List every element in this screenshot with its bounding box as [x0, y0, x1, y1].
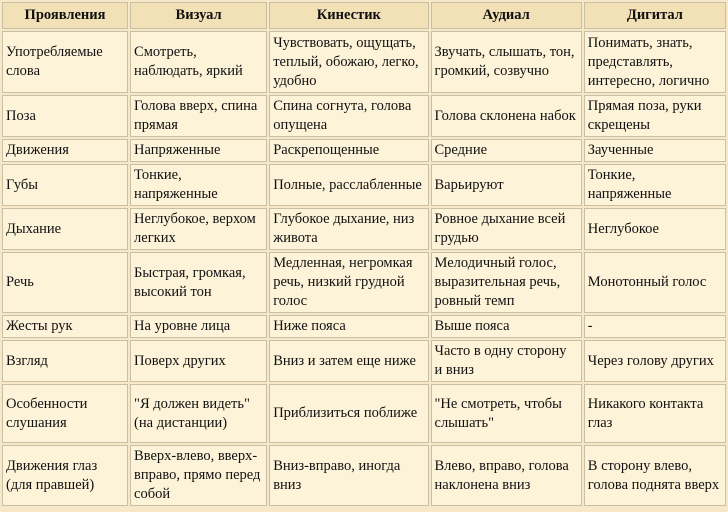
table-cell: Спина согнута, голова опущена — [269, 95, 428, 137]
row-label: Движения — [2, 139, 128, 162]
row-label: Губы — [2, 164, 128, 206]
row-label: Дыхание — [2, 208, 128, 250]
table-row — [2, 340, 726, 382]
header-cell-kinesthetic: Кинестик — [269, 2, 428, 29]
row-label: Употребляемые слова — [2, 31, 128, 93]
table-cell: Ниже пояса — [269, 315, 428, 338]
table-row — [2, 384, 726, 443]
table-cell: Заученные — [584, 139, 726, 162]
table-cell: Раскрепощенные — [269, 139, 428, 162]
table-row — [2, 445, 726, 506]
header-cell-manifestations: Проявления — [2, 2, 128, 29]
table-cell: Медленная, негромкая речь, низкий грудной голос — [269, 252, 428, 313]
table-cell: Влево, вправо, голова наклонена вниз — [431, 445, 582, 506]
header-row — [2, 2, 726, 29]
table-cell: Вниз-вправо, иногда вниз — [269, 445, 428, 506]
table-cell: Глубокое дыхание, низ живота — [269, 208, 428, 250]
table-cell: Тонкие, напряженные — [130, 164, 267, 206]
table-row — [2, 95, 726, 137]
table-cell: Понимать, знать, представлять, интересно, логично — [584, 31, 726, 93]
table-cell: Вверх-влево, вверх-вправо, прямо перед собой — [130, 445, 267, 506]
table-cell: Средние — [431, 139, 582, 162]
table-cell: "Я должен видеть" (на дистанции) — [130, 384, 267, 443]
header-cell-digital: Дигитал — [584, 2, 726, 29]
table-cell: Монотонный голос — [584, 252, 726, 313]
row-label: Поза — [2, 95, 128, 137]
table-cell: - — [584, 315, 726, 338]
table-cell: Никакого контакта глаз — [584, 384, 726, 443]
table-cell: Напряженные — [130, 139, 267, 162]
row-label: Особенности слушания — [2, 384, 128, 443]
table-cell: Ровное дыхание всей грудью — [431, 208, 582, 250]
table-row — [2, 164, 726, 206]
header-cell-auditory: Аудиал — [431, 2, 582, 29]
table-cell: Звучать, слышать, тон, громкий, созвучно — [431, 31, 582, 93]
row-label: Движения глаз (для правшей) — [2, 445, 128, 506]
table-cell: Смотреть, наблюдать, яркий — [130, 31, 267, 93]
table-row — [2, 31, 726, 93]
table-cell: В сторону влево, голова поднята вверх — [584, 445, 726, 506]
table-cell: Часто в одну сторону и вниз — [431, 340, 582, 382]
table-row — [2, 252, 726, 313]
table-cell: Неглубокое — [584, 208, 726, 250]
table-cell: Голова склонена набок — [431, 95, 582, 137]
table-row — [2, 139, 726, 162]
table-cell: Прямая поза, руки скрещены — [584, 95, 726, 137]
table-row — [2, 208, 726, 250]
table-cell: Выше пояса — [431, 315, 582, 338]
row-label: Взгляд — [2, 340, 128, 382]
table-cell: Неглубокое, верхом легких — [130, 208, 267, 250]
table-cell: "Не смотреть, чтобы слышать" — [431, 384, 582, 443]
table-cell: Чувствовать, ощущать, теплый, обожаю, легко, удобно — [269, 31, 428, 93]
table-cell: Через голову других — [584, 340, 726, 382]
table-cell: На уровне лица — [130, 315, 267, 338]
table-cell: Голова вверх, спина прямая — [130, 95, 267, 137]
row-label: Речь — [2, 252, 128, 313]
table-cell: Полные, расслабленные — [269, 164, 428, 206]
table-cell: Тонкие, напряженные — [584, 164, 726, 206]
table-row — [2, 315, 726, 338]
table-cell: Мелодичный голос, выразительная речь, ровный темп — [431, 252, 582, 313]
header-cell-visual: Визуал — [130, 2, 267, 29]
table-cell: Приблизиться поближе — [269, 384, 428, 443]
table-cell: Варьируют — [431, 164, 582, 206]
row-label: Жесты рук — [2, 315, 128, 338]
table-cell: Поверх других — [130, 340, 267, 382]
table-cell: Быстрая, громкая, высокий тон — [130, 252, 267, 313]
table-cell: Вниз и затем еще ниже — [269, 340, 428, 382]
